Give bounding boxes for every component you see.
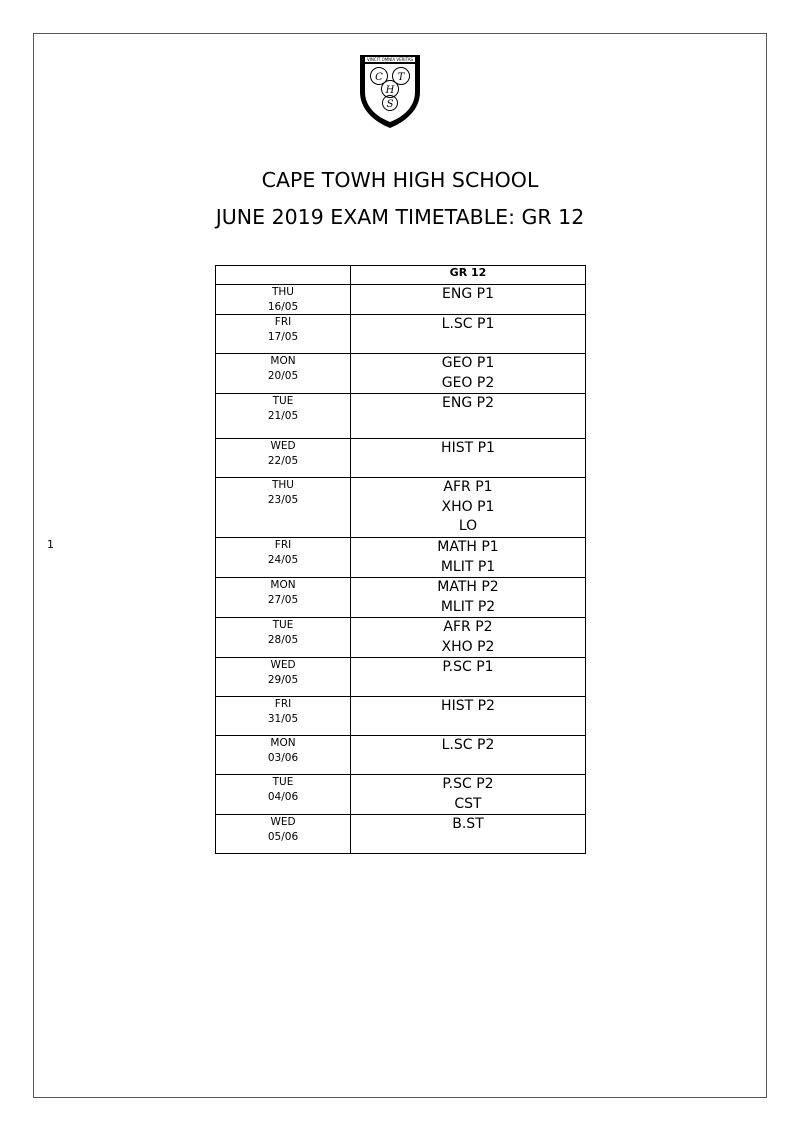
exam-date: 05/06 xyxy=(267,830,299,843)
day-name: MON xyxy=(270,579,296,591)
day-name: TUE xyxy=(272,619,294,631)
svg-text:H: H xyxy=(385,85,395,96)
exam-subject: CST xyxy=(454,795,482,812)
exam-date: 03/06 xyxy=(267,751,299,764)
day-cell xyxy=(216,538,351,578)
table-row xyxy=(216,658,586,697)
day-name: TUE xyxy=(272,395,294,407)
subjects-cell xyxy=(351,478,586,538)
day-cell xyxy=(216,815,351,854)
table-row xyxy=(216,697,586,736)
exam-subject: L.SC P1 xyxy=(441,316,495,332)
day-name: THU xyxy=(272,479,294,491)
page-number: 1 xyxy=(47,538,54,551)
day-name: FRI xyxy=(274,316,292,328)
exam-subject: MLIT P1 xyxy=(440,558,496,575)
subjects-cell xyxy=(351,285,586,315)
day-cell xyxy=(216,354,351,394)
exam-date: 04/06 xyxy=(267,790,299,803)
exam-date: 24/05 xyxy=(267,553,299,566)
school-name: CAPE TOWH HIGH SCHOOL xyxy=(261,168,539,192)
exam-subject: MATH P1 xyxy=(437,539,499,555)
exam-subject: LO xyxy=(458,518,478,534)
exam-date: 21/05 xyxy=(267,409,299,422)
subjects-cell xyxy=(351,658,586,697)
grade-column-header: GR 12 xyxy=(351,266,586,285)
day-cell xyxy=(216,736,351,775)
subjects-cell xyxy=(351,697,586,736)
table-row xyxy=(216,578,586,618)
day-cell xyxy=(216,618,351,658)
day-name: THU xyxy=(272,286,294,298)
table-row xyxy=(216,538,586,578)
svg-text:S: S xyxy=(386,99,394,110)
subjects-cell xyxy=(351,618,586,658)
subjects-cell xyxy=(351,815,586,854)
table-row xyxy=(216,394,586,439)
table-row xyxy=(216,815,586,854)
page-title: JUNE 2019 EXAM TIMETABLE: GR 12 xyxy=(215,205,585,229)
subjects-cell xyxy=(351,439,586,478)
table-row xyxy=(216,736,586,775)
school-crest-logo xyxy=(357,52,423,130)
exam-date: 22/05 xyxy=(267,454,299,467)
exam-subject: XHO P2 xyxy=(441,638,495,655)
exam-subject: MLIT P2 xyxy=(440,598,496,615)
exam-subject: MATH P2 xyxy=(437,579,499,595)
day-cell xyxy=(216,658,351,697)
exam-subject: HIST P1 xyxy=(441,440,495,456)
day-name: TUE xyxy=(272,776,294,788)
exam-subject: AFR P2 xyxy=(443,619,493,635)
subjects-cell xyxy=(351,775,586,815)
day-cell xyxy=(216,578,351,618)
exam-subject: AFR P1 xyxy=(443,479,493,495)
exam-date: 20/05 xyxy=(267,369,299,382)
table-row xyxy=(216,285,586,315)
day-cell xyxy=(216,439,351,478)
subjects-cell xyxy=(351,354,586,394)
exam-date: 16/05 xyxy=(267,300,299,313)
svg-text:C: C xyxy=(375,72,383,83)
day-cell xyxy=(216,315,351,354)
day-cell xyxy=(216,697,351,736)
exam-subject: P.SC P2 xyxy=(442,776,494,792)
exam-date: 31/05 xyxy=(267,712,299,725)
svg-text:T: T xyxy=(397,72,405,83)
exam-subject: XHO P1 xyxy=(441,498,495,515)
exam-subject: ENG P1 xyxy=(442,286,494,302)
exam-subject: HIST P2 xyxy=(441,698,495,714)
day-cell xyxy=(216,775,351,815)
exam-subject: GEO P1 xyxy=(441,355,495,371)
day-column-header xyxy=(216,266,351,285)
exam-date: 29/05 xyxy=(267,673,299,686)
subjects-cell xyxy=(351,736,586,775)
exam-date: 28/05 xyxy=(267,633,299,646)
subjects-cell xyxy=(351,315,586,354)
svg-text:VINCIT OMNIA VERITAS: VINCIT OMNIA VERITAS xyxy=(366,57,414,63)
day-cell xyxy=(216,394,351,439)
exam-date: 17/05 xyxy=(267,330,299,343)
exam-timetable xyxy=(215,265,586,854)
day-cell xyxy=(216,285,351,315)
day-name: FRI xyxy=(274,698,292,710)
table-row xyxy=(216,478,586,538)
table-row xyxy=(216,439,586,478)
day-name: WED xyxy=(270,816,296,828)
table-row xyxy=(216,618,586,658)
exam-date: 27/05 xyxy=(267,593,299,606)
day-name: WED xyxy=(270,659,296,671)
subjects-cell xyxy=(351,394,586,439)
day-name: MON xyxy=(270,737,296,749)
exam-subject: B.ST xyxy=(452,816,484,832)
subjects-cell xyxy=(351,538,586,578)
exam-subject: ENG P2 xyxy=(442,395,494,411)
table-row xyxy=(216,775,586,815)
subjects-cell xyxy=(351,578,586,618)
exam-subject: L.SC P2 xyxy=(441,737,495,753)
exam-subject: P.SC P1 xyxy=(442,659,494,675)
day-name: WED xyxy=(270,440,296,452)
table-header-row xyxy=(216,266,586,285)
day-name: FRI xyxy=(274,539,292,551)
day-cell xyxy=(216,478,351,538)
table-row xyxy=(216,315,586,354)
table-row xyxy=(216,354,586,394)
exam-subject: GEO P2 xyxy=(441,374,495,391)
exam-date: 23/05 xyxy=(267,493,299,506)
day-name: MON xyxy=(270,355,296,367)
